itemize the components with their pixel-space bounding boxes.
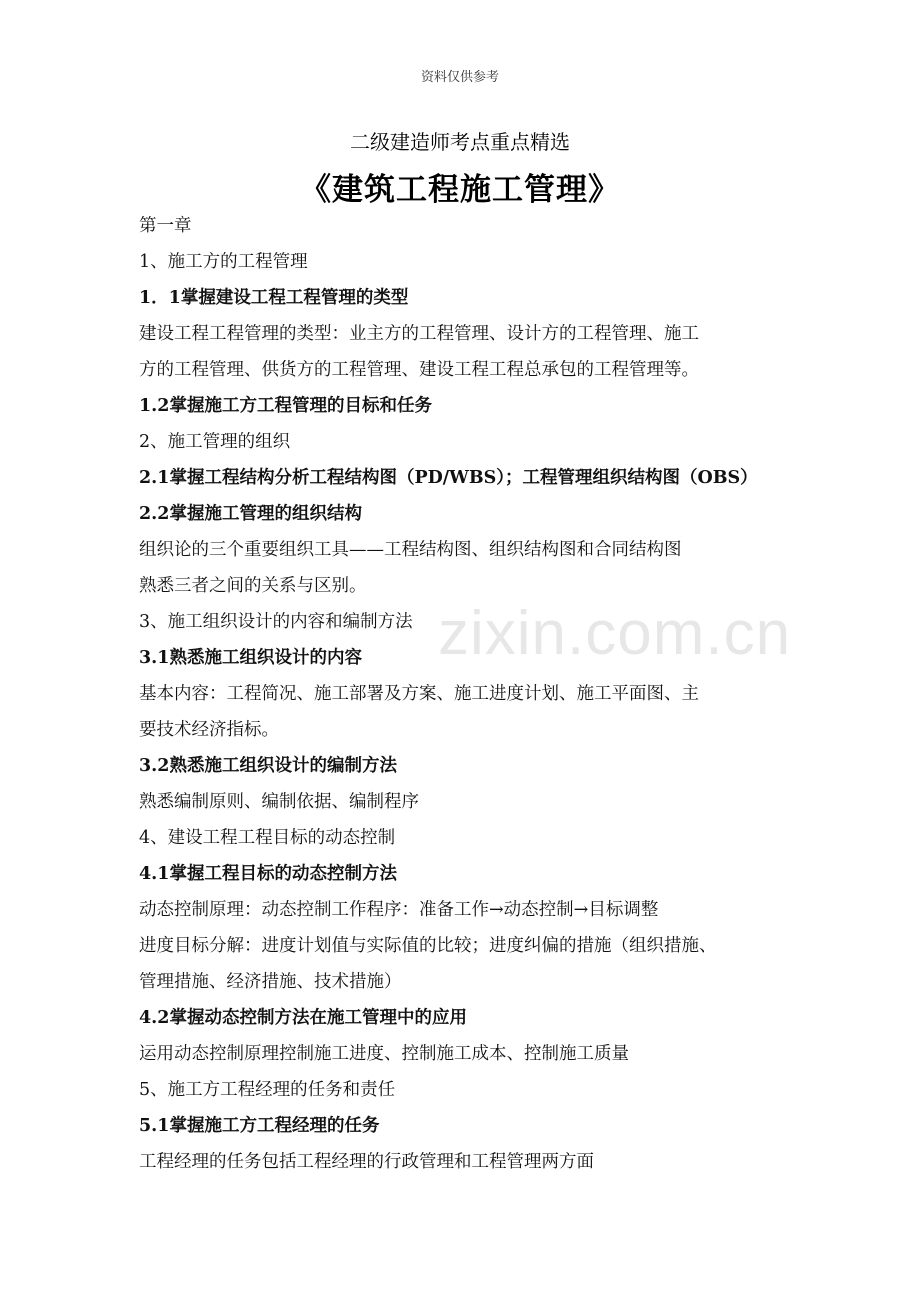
body-line: 进度目标分解：进度计划值与实际值的比较；进度纠偏的措施（组织措施、	[139, 936, 717, 956]
watermark: zixin.com.cn	[438, 599, 792, 668]
body-line: 第一章	[139, 216, 192, 236]
body-line: 动态控制原理：动态控制工作程序：准备工作→动态控制→目标调整	[139, 900, 659, 920]
body-line: 基本内容：工程简况、施工部署及方案、施工进度计划、施工平面图、主	[139, 684, 699, 704]
section-heading: 1．1掌握建设工程工程管理的类型	[139, 288, 409, 308]
section-heading: 4.2掌握动态控制方法在施工管理中的应用	[139, 1008, 467, 1028]
body-line: 3、施工组织设计的内容和编制方法	[139, 612, 413, 632]
body-line: 1、施工方的工程管理	[139, 252, 308, 272]
section-heading: 3.1熟悉施工组织设计的内容	[139, 648, 362, 668]
body-line: 管理措施、经济措施、技术措施）	[139, 972, 402, 992]
body-line: 建设工程工程管理的类型：业主方的工程管理、设计方的工程管理、施工	[139, 324, 699, 344]
section-heading: 1.2掌握施工方工程管理的目标和任务	[139, 396, 432, 416]
body-line: 熟悉编制原则、编制依据、编制程序	[139, 792, 419, 812]
section-heading: 2.2掌握施工管理的组织结构	[139, 504, 362, 524]
body-line: 组织论的三个重要组织工具——工程结构图、组织结构图和合同结构图	[139, 540, 682, 560]
section-heading: 3.2熟悉施工组织设计的编制方法	[139, 756, 397, 776]
document-title: 《建筑工程施工管理》	[300, 172, 620, 208]
section-heading: 5.1掌握施工方工程经理的任务	[139, 1116, 380, 1136]
body-line: 2、施工管理的组织	[139, 432, 291, 452]
body-line: 要技术经济指标。	[139, 720, 279, 740]
document-subtitle: 二级建造师考点重点精选	[350, 130, 570, 154]
section-heading: 4.1掌握工程目标的动态控制方法	[139, 864, 397, 884]
body-line: 方的工程管理、供货方的工程管理、建设工程工程总承包的工程管理等。	[139, 360, 699, 380]
body-line: 运用动态控制原理控制施工进度、控制施工成本、控制施工质量	[139, 1044, 629, 1064]
document-body	[139, 215, 799, 1187]
header-note: 资料仅供参考	[420, 70, 499, 85]
body-line: 熟悉三者之间的关系与区别。	[139, 576, 367, 596]
body-line: 工程经理的任务包括工程经理的行政管理和工程管理两方面	[139, 1152, 594, 1172]
body-line: 5、施工方工程经理的任务和责任	[139, 1080, 396, 1100]
body-line: 4、建设工程工程目标的动态控制	[139, 828, 396, 848]
section-heading: 2.1掌握工程结构分析工程结构图（PD/WBS）；工程管理组织结构图（OBS）	[139, 468, 758, 488]
